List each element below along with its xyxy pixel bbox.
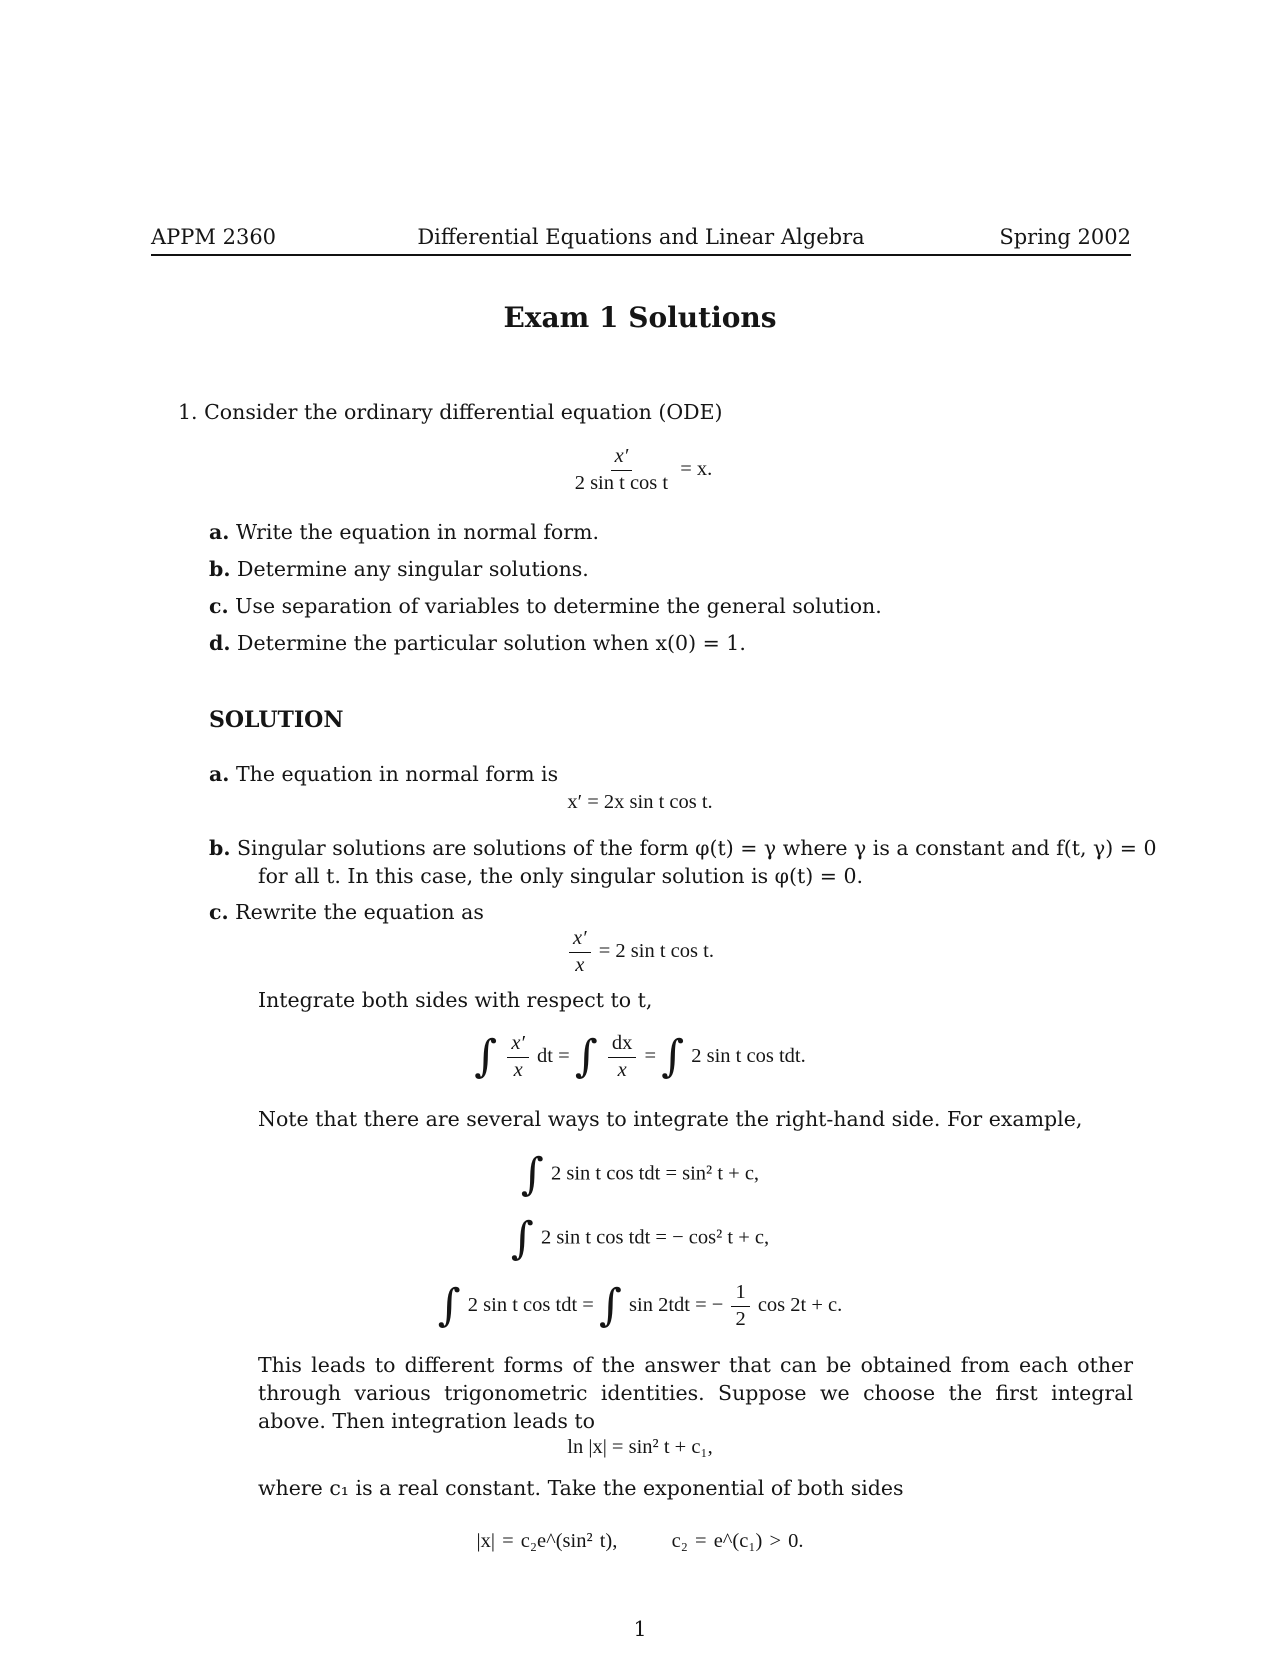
course-code: APPM 2360 [151, 225, 277, 249]
equation-rhs: = x. [680, 457, 713, 480]
integrate-text: Integrate both sides with respect to t, [258, 988, 653, 1012]
paragraph-exponential: where c₁ is a real constant. Take the exponential of both sides [258, 1476, 904, 1500]
problem-text: Consider the ordinary differential equation (ODE) [204, 400, 723, 424]
problem-number: 1. [178, 400, 198, 424]
ln-equation: ln |x| = sin² t + c₁, [567, 1436, 713, 1458]
equation-numerator: x′ [611, 445, 633, 471]
part-item: d. Determine the particular solution when x(0) = 1. [209, 631, 746, 655]
part-item: c. Use separation of variables to determine the general solution. [209, 594, 882, 618]
solution-b-line2: for all t. In this case, the only singular solution is φ(t) = 0. [258, 864, 864, 888]
solution-heading: SOLUTION [209, 707, 344, 733]
paragraph-trig-identities: This leads to different forms of the answer that can be obtained from each other through various trigonometric identities. Suppose we choose the first integral above. Then integration leads to [258, 1353, 1133, 1433]
solution-c-eq2: ∫ $\frac{x'}{x}$ dt = ∫ $\frac{dx}{x}$ = ∫ 2 sin t cos tdt. [474, 1031, 806, 1083]
part-item: b. Determine any singular solutions. [209, 557, 589, 581]
exp-equation: |x| = c₂e^(sin² t), c₂ = e^(c₁) > 0. [476, 1530, 804, 1552]
page-number: 1 [633, 1617, 647, 1641]
problem-statement [178, 400, 723, 426]
solution-c-eq1: $\frac{x'}{x}$ = 2 sin t cos t. [0, 927, 1280, 977]
solution-b: b. Singular solutions are solutions of the form φ(t) = γ where γ is a constant and f(t, γ) = 0 [209, 836, 1157, 860]
running-header [151, 224, 1131, 256]
integral-3: ∫ 2 sin t cos tdt = ∫ sin 2tdt = − $\frac{1}{2}$ cos 2t + c. [437, 1280, 843, 1332]
page-title: Exam 1 Solutions [503, 301, 777, 334]
integral-1: ∫ 2 sin t cos tdt = sin² t + c, [520, 1149, 760, 1200]
course-title: Differential Equations and Linear Algebra [417, 225, 865, 249]
solution-a: a. The equation in normal form is [209, 762, 559, 786]
note-text: Note that there are several ways to integrate the right-hand side. For example, [258, 1107, 1083, 1131]
integral-2: ∫ 2 sin t cos tdt = − cos² t + c, [510, 1213, 770, 1264]
term: Spring 2002 [999, 225, 1131, 249]
equation-denominator: 2 sin t cos t [574, 471, 669, 494]
part-item: a. Write the equation in normal form. [209, 520, 600, 544]
solution-c: c. Rewrite the equation as [209, 900, 484, 924]
problem-equation [0, 445, 1280, 495]
solution-a-equation: x′ = 2x sin t cos t. [567, 791, 713, 813]
